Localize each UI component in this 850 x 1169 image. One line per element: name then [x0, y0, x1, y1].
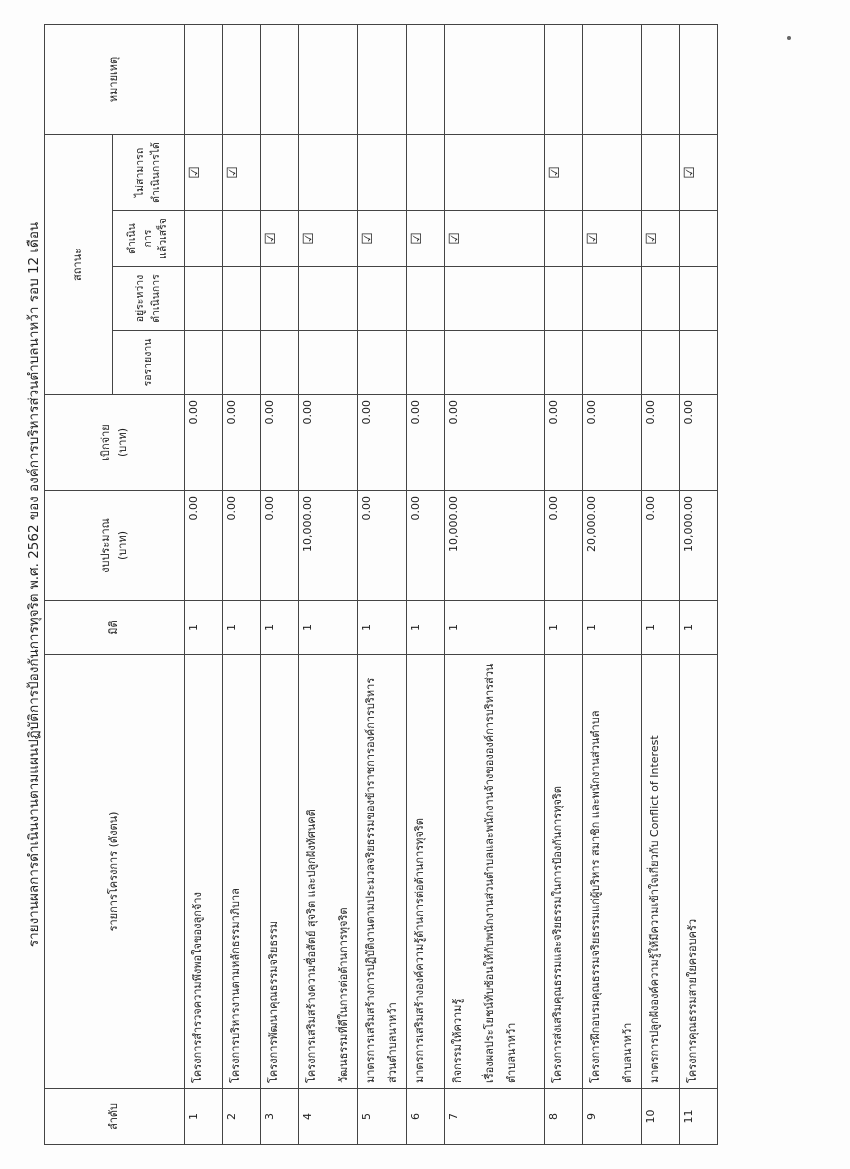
table-row [358, 24, 407, 1144]
status-cell-0 [407, 331, 445, 395]
dimension-value: 1 [445, 601, 545, 655]
status-cell-3 [299, 134, 358, 210]
status-cell-2 [545, 211, 583, 267]
col-header-dimension: มิติ [45, 601, 185, 655]
report-table [44, 24, 718, 1145]
project-name-line: ตำบลนาหว้า [621, 1022, 634, 1083]
remark-cell [583, 24, 642, 134]
checkbox-checked-icon: ☑ [301, 232, 317, 245]
checkbox-checked-icon: ☑ [585, 232, 601, 245]
status-cell-3 [407, 134, 445, 210]
table-row [261, 24, 299, 1144]
budget-value: 0.00 [407, 491, 445, 601]
checkbox-checked-icon: ☑ [225, 166, 241, 179]
project-name-line: เรื่องผลประโยชน์ทับซ้อนให้กับพนักงานส่วนตำบลและพนักงานจ้างขององค์การบริหารส่วนตำบลนาหว้า [483, 663, 518, 1083]
col-header-status: สถานะ [45, 134, 113, 394]
status-cell-3 [583, 134, 642, 210]
row-number: 3 [261, 1089, 299, 1145]
spent-value: 0.00 [642, 395, 680, 491]
status-subheader-line: ไม่สามารถ [133, 147, 146, 198]
status-cell-0 [445, 331, 545, 395]
status-subheader-line: แล้วเสร็จ [157, 218, 170, 259]
row-number: 2 [223, 1089, 261, 1145]
table-row [680, 24, 718, 1144]
spent-value: 0.00 [185, 395, 223, 491]
project-name-cell [680, 655, 718, 1089]
checkbox-checked-icon: ☑ [447, 232, 463, 245]
row-number: 6 [407, 1089, 445, 1145]
remark-cell [642, 24, 680, 134]
status-cell-0 [223, 331, 261, 395]
col-header-project: รายการโครงการ (ดังตน) [45, 655, 185, 1089]
project-name-cell [299, 655, 358, 1089]
spent-label: เบิกจ่าย [99, 424, 112, 461]
dimension-value: 1 [223, 601, 261, 655]
status-subheader-0 [113, 331, 185, 395]
row-number: 8 [545, 1089, 583, 1145]
col-header-no: ลำดับ [45, 1089, 185, 1145]
status-cell-0 [642, 331, 680, 395]
project-name-line: โครงการสำรวจความพึงพอใจของลูกจ้าง [191, 892, 204, 1083]
table-row [185, 24, 223, 1144]
dimension-value: 1 [261, 601, 299, 655]
table-row [407, 24, 445, 1144]
status-cell-2 [680, 211, 718, 267]
project-name-line: โครงการพัฒนาคุณธรรมจริยธรรม [267, 920, 280, 1083]
status-cell-3 [185, 134, 223, 210]
report-title: รายงานผลการดำเนินงานตามแผนปฏิบัติการป้องกันการทุจริต พ.ศ. 2562 ของ องค์การบริหารส่วนตำบลนาหว้า รอบ 12 เดือน [26, 221, 42, 948]
status-cell-3 [445, 134, 545, 210]
status-cell-2 [299, 211, 358, 267]
project-name-cell [185, 655, 223, 1089]
status-cell-0 [261, 331, 299, 395]
checkbox-checked-icon: ☑ [682, 166, 698, 179]
project-name-cell [545, 655, 583, 1089]
row-number: 11 [680, 1089, 718, 1145]
project-name-line: โครงการส่งเสริมคุณธรรมและจริยธรรมในการป้องกันการทุจริต [551, 786, 564, 1083]
checkbox-checked-icon: ☑ [187, 166, 203, 179]
status-cell-1 [642, 267, 680, 331]
status-cell-2 [261, 211, 299, 267]
dimension-value: 1 [642, 601, 680, 655]
status-cell-1 [185, 267, 223, 331]
status-cell-1 [223, 267, 261, 331]
status-subheader-line: อยู่ระหว่าง [133, 274, 146, 323]
status-subheader-line: รอรายงาน [141, 338, 154, 387]
project-name-line: มาตรการเสริมสร้างองค์ความรู้ด้านการต่อต้านการทุจริต [413, 818, 426, 1083]
project-name-line: มาตรการเสริมสร้างการปฏิบัติงานตามประมวลจริยธรรมของข้าราชการองค์การบริหารส่วนตำบลนาหว้า [364, 677, 399, 1083]
spent-value: 0.00 [445, 395, 545, 491]
status-cell-1 [680, 267, 718, 331]
checkbox-checked-icon: ☑ [644, 232, 660, 245]
status-cell-1 [545, 267, 583, 331]
dimension-value: 1 [407, 601, 445, 655]
dimension-value: 1 [299, 601, 358, 655]
status-cell-2 [223, 211, 261, 267]
project-name-line: โครงการคุณธรรมสายใยครอบครัว [686, 918, 699, 1083]
table-row [223, 24, 261, 1144]
status-cell-1 [358, 267, 407, 331]
col-header-budget [45, 491, 185, 601]
budget-value: 10,000.00 [680, 491, 718, 601]
status-subheader-line: ดำเนินการ [125, 223, 154, 254]
report-body [185, 24, 718, 1144]
dimension-value: 1 [680, 601, 718, 655]
status-cell-0 [583, 331, 642, 395]
status-cell-0 [545, 331, 583, 395]
table-row [583, 24, 642, 1144]
row-number: 9 [583, 1089, 642, 1145]
dimension-value: 1 [583, 601, 642, 655]
project-name-cell [642, 655, 680, 1089]
status-cell-3 [261, 134, 299, 210]
project-name-line: โครงการฝึกอบรมคุณธรรมจริยธรรมแก่ผู้บริหาร สมาชิก และพนักงานส่วนตำบล [589, 710, 602, 1083]
remark-cell [545, 24, 583, 134]
dimension-value: 1 [358, 601, 407, 655]
remark-cell [261, 24, 299, 134]
status-cell-2 [642, 211, 680, 267]
project-name-cell [358, 655, 407, 1089]
project-name-cell [223, 655, 261, 1089]
budget-value: 0.00 [545, 491, 583, 601]
dimension-value: 1 [545, 601, 583, 655]
row-number: 5 [358, 1089, 407, 1145]
status-cell-3 [680, 134, 718, 210]
status-cell-2 [358, 211, 407, 267]
status-cell-3 [642, 134, 680, 210]
remark-cell [358, 24, 407, 134]
budget-value: 0.00 [358, 491, 407, 601]
table-row [545, 24, 583, 1144]
budget-value: 0.00 [261, 491, 299, 601]
status-cell-3 [545, 134, 583, 210]
spent-value: 0.00 [299, 395, 358, 491]
table-row [642, 24, 680, 1144]
status-subheader-1 [113, 267, 185, 331]
spent-value: 0.00 [358, 395, 407, 491]
col-header-remark: หมายเหตุ [45, 24, 185, 134]
status-cell-0 [358, 331, 407, 395]
status-cell-0 [299, 331, 358, 395]
status-cell-1 [299, 267, 358, 331]
project-name-cell [261, 655, 299, 1089]
budget-value: 0.00 [223, 491, 261, 601]
row-number: 10 [642, 1089, 680, 1145]
status-subheader-2 [113, 211, 185, 267]
col-header-spent [45, 395, 185, 491]
row-number: 4 [299, 1089, 358, 1145]
remark-cell [185, 24, 223, 134]
budget-unit: (บาท) [115, 531, 129, 560]
project-name-line: วัฒนธรรมที่ดีในการต่อต้านการทุจริต [337, 907, 350, 1083]
remark-cell [299, 24, 358, 134]
spent-value: 0.00 [261, 395, 299, 491]
budget-value: 10,000.00 [445, 491, 545, 601]
spent-value: 0.00 [407, 395, 445, 491]
project-name-line: มาตรการปลูกฝังองค์ความรู้ให้มีความเข้าใจเกี่ยวกับ Conflict of Interest [648, 735, 661, 1083]
remark-cell [407, 24, 445, 134]
status-cell-3 [358, 134, 407, 210]
remark-cell [445, 24, 545, 134]
status-subheader-line: ดำเนินการได้ [149, 142, 162, 203]
project-name-cell [445, 655, 545, 1089]
status-cell-2 [407, 211, 445, 267]
budget-value: 0.00 [642, 491, 680, 601]
status-cell-1 [583, 267, 642, 331]
budget-value: 0.00 [185, 491, 223, 601]
budget-value: 10,000.00 [299, 491, 358, 601]
project-name-line: โครงการบริหารงานตามหลักธรรมาภิบาล [229, 888, 242, 1083]
row-number: 1 [185, 1089, 223, 1145]
project-name-cell [407, 655, 445, 1089]
status-cell-0 [185, 331, 223, 395]
remark-cell [223, 24, 261, 134]
scan-speck [787, 36, 791, 40]
spent-unit: (บาท) [115, 428, 129, 457]
status-cell-1 [407, 267, 445, 331]
project-name-line: โครงการเสริมสร้างความซื่อสัตย์ สุจริต และปลูกฝังทัศนคติ [305, 809, 318, 1083]
project-name-line: กิจกรรมให้ความรู้ [451, 998, 464, 1083]
status-cell-2 [445, 211, 545, 267]
status-cell-3 [223, 134, 261, 210]
checkbox-checked-icon: ☑ [263, 232, 279, 245]
checkbox-checked-icon: ☑ [360, 232, 376, 245]
status-cell-1 [261, 267, 299, 331]
table-row [299, 24, 358, 1144]
checkbox-checked-icon: ☑ [547, 166, 563, 179]
status-cell-1 [445, 267, 545, 331]
spent-value: 0.00 [545, 395, 583, 491]
spent-value: 0.00 [680, 395, 718, 491]
checkbox-checked-icon: ☑ [409, 232, 425, 245]
budget-value: 20,000.00 [583, 491, 642, 601]
row-number: 7 [445, 1089, 545, 1145]
dimension-value: 1 [185, 601, 223, 655]
status-cell-0 [680, 331, 718, 395]
spent-value: 0.00 [583, 395, 642, 491]
status-cell-2 [185, 211, 223, 267]
spent-value: 0.00 [223, 395, 261, 491]
project-name-cell [583, 655, 642, 1089]
budget-label: งบประมาณ [99, 518, 112, 573]
status-subheader-3 [113, 134, 185, 210]
status-cell-2 [583, 211, 642, 267]
status-subheader-line: ดำเนินการ [149, 274, 162, 323]
remark-cell [680, 24, 718, 134]
table-row [445, 24, 545, 1144]
